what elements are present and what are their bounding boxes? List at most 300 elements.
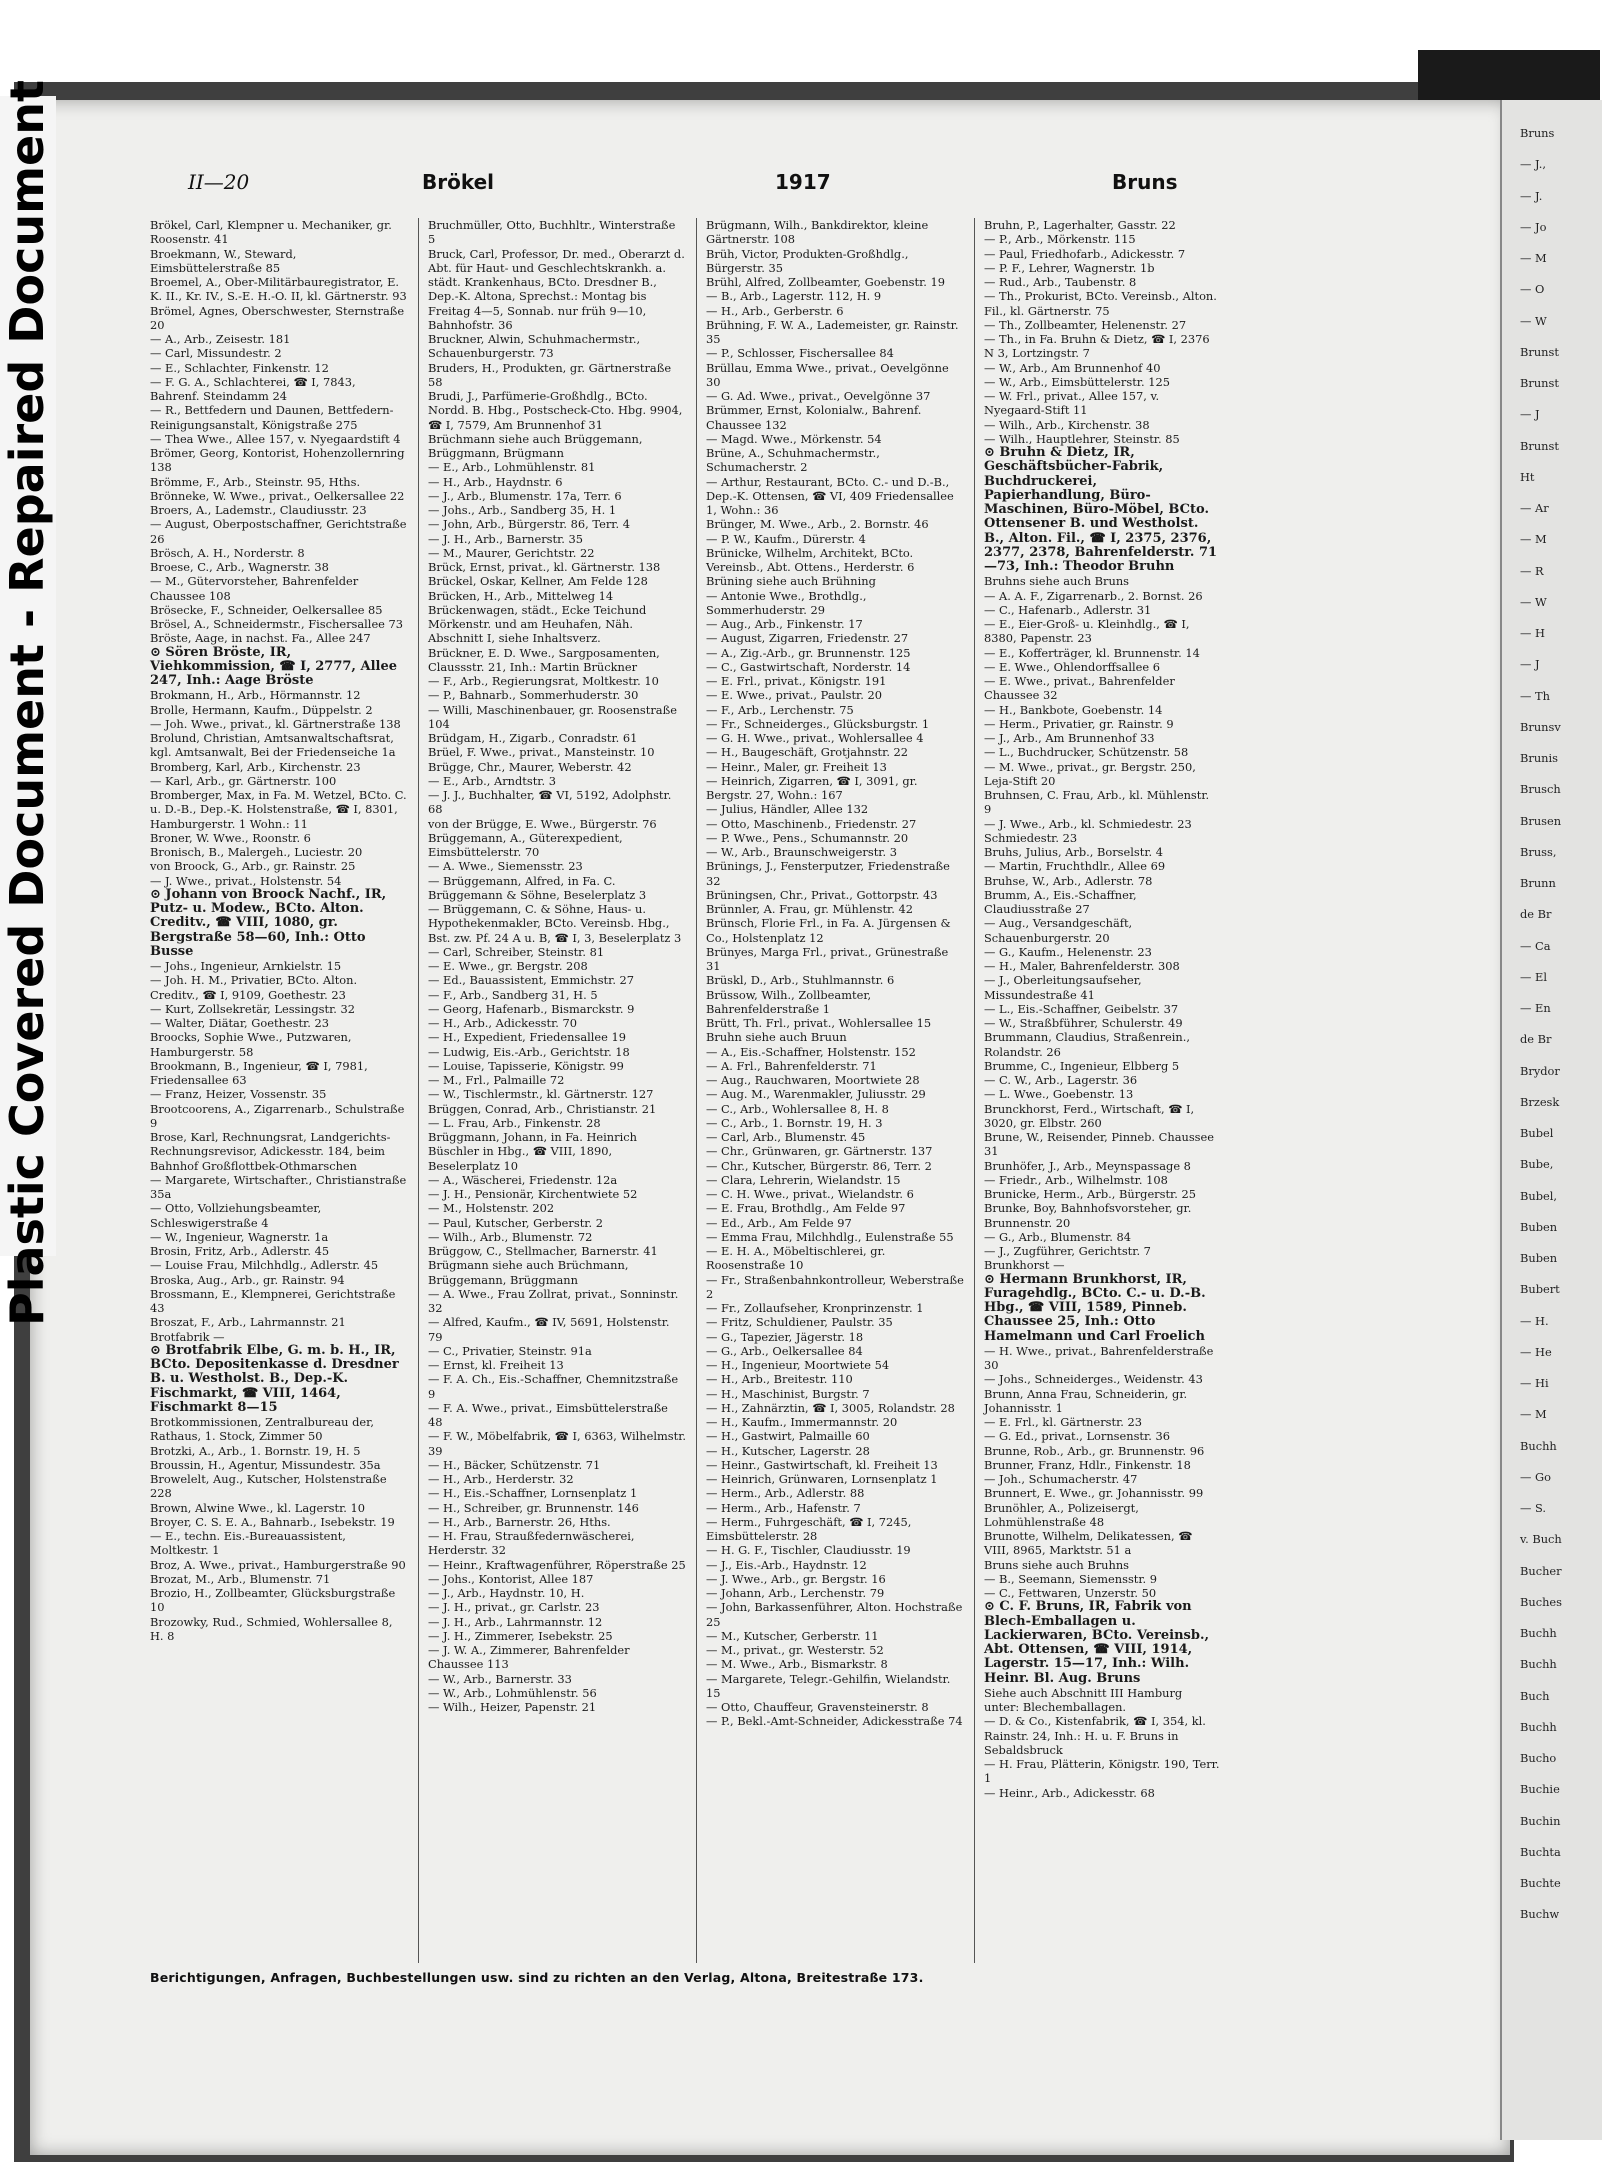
- directory-entry: Brühl, Alfred, Zollbeamter, Goebenstr. 19: [706, 275, 946, 289]
- directory-entry: Brünyes, Marga Frl., privat., Grünestraße 31: [706, 944, 952, 973]
- directory-entry: Brömel, Agnes, Oberschwester, Sternstraße 20: [150, 303, 408, 332]
- directory-entry: Brookmann, B., Ingenieur, ☎ I, 7981, Friedensallee 63: [150, 1058, 372, 1087]
- fragment-line: — J.,: [1520, 157, 1546, 172]
- fragment-line: Bruns: [1520, 126, 1555, 140]
- directory-entry: Schmiedestr. 23: [984, 830, 1078, 845]
- directory-entry: Brühning, F. W. A., Lademeister, gr. Rainstr. 35: [706, 317, 963, 346]
- directory-entry: — Fritz, Schuldiener, Paulstr. 35: [706, 1315, 893, 1330]
- directory-entry: — Aug., Arb., Finkenstr. 17: [706, 617, 863, 631]
- directory-entry: Brotzki, A., Arb., 1. Bornstr. 19, H. 5: [150, 1443, 361, 1458]
- directory-entry: — Joh., Schumacherstr. 47: [984, 1472, 1138, 1486]
- directory-entry: — Chr., Grünwaren, gr. Gärtnerstr. 137: [706, 1144, 933, 1159]
- fragment-line: Brunst: [1520, 344, 1559, 359]
- directory-entry: — P. W., Kaufm., Dürerstr. 4: [706, 531, 866, 546]
- directory-entry: — H. Frau, Plätterin, Königstr. 190, Terr. 1: [984, 1757, 1224, 1786]
- directory-entry: — A., Arb., Zeisestr. 181: [150, 332, 291, 346]
- directory-entry: — Th., Zollbeamter, Helenenstr. 27: [984, 317, 1187, 332]
- fragment-line: Buchh: [1520, 1657, 1557, 1672]
- directory-entry: Brücken, H., Arb., Mittelweg 14: [428, 588, 614, 603]
- fragment-line: Buchin: [1520, 1813, 1561, 1828]
- fragment-line: — El: [1520, 969, 1547, 984]
- directory-entry: ⊙ Hermann Brunkhorst, IR, Furagehdlg., BCto. C.- u. D.-B. Hbg., ☎ VIII, 1589, Pinneb. Chaussee 25, Inh.: Otto Hamelmann und Carl Froelich: [984, 1271, 1211, 1344]
- directory-entry: Broussin, H., Agentur, Missundestr. 35a: [150, 1457, 381, 1472]
- directory-entry: — Franz, Heizer, Vossenstr. 35: [150, 1087, 327, 1102]
- directory-entry: Brüllau, Emma Wwe., privat., Oevelgönne 30: [706, 360, 953, 389]
- directory-entry: — J. H., Pensionär, Kirchentwiete 52: [428, 1187, 638, 1201]
- directory-entry: Brown, Alwine Wwe., kl. Lagerstr. 10: [150, 1500, 365, 1515]
- directory-entry: Brozowky, Rud., Schmied, Wohlersallee 8, H. 8: [150, 1614, 397, 1643]
- directory-entry: ⊙ Sören Bröste, IR, Viehkommission, ☎ I, 2777, Allee 247, Inh.: Aage Bröste: [150, 644, 402, 688]
- directory-entry: — Th., in Fa. Bruhn & Dietz, ☎ I, 2376 N 3, Lortzingstr. 7: [984, 332, 1214, 361]
- directory-entry: Broocks, Sophie Wwe., Putzwaren, Hamburgerstr. 58: [150, 1030, 356, 1059]
- directory-entry: — Herm., Arb., Adlerstr. 88: [706, 1486, 865, 1501]
- directory-entry: Broyer, C. S. E. A., Bahnarb., Isebekstr. 19: [150, 1514, 395, 1529]
- directory-entry: Bromberg, Karl, Arb., Kirchenstr. 23: [150, 759, 361, 774]
- directory-entry: Brüggemann, A., Güterexpedient, Eimsbüttelerstr. 70: [428, 830, 627, 859]
- directory-entry: Brügge, Chr., Maurer, Weberstr. 42: [428, 759, 632, 774]
- fragment-line: Ht: [1520, 469, 1535, 484]
- directory-entry: — Walter, Diätar, Goethestr. 23: [150, 1016, 329, 1030]
- directory-entry: — H., Schreiber, gr. Brunnenstr. 146: [428, 1500, 639, 1515]
- directory-entry: Brunke, Boy, Bahnhofsvorsteher, gr. Brunnenstr. 20: [984, 1201, 1195, 1230]
- directory-entry: — Otto, Vollziehungsbeamter, Schleswigerstraße 4: [150, 1201, 325, 1230]
- adjoining-page: [1500, 100, 1602, 2140]
- fragment-line: Bube,: [1520, 1157, 1554, 1172]
- directory-entry: Brömme, F., Arb., Steinstr. 95, Hths.: [150, 474, 361, 489]
- directory-entry: — Heinrich, Grünwaren, Lornsenplatz 1: [706, 1472, 938, 1486]
- directory-entry: Brünicke, Wilhelm, Architekt, BCto. Vereinsb., Abt. Ottens., Herderstr. 6: [706, 545, 917, 574]
- directory-entry: — Arthur, Restaurant, BCto. C.- und D.-B., Dep.-K. Ottensen, ☎ VI, 409 Friedensallee 1, Wohn.: 36: [706, 474, 958, 517]
- spine-label-strip: [0, 80, 56, 1326]
- directory-entry: — F. A. Wwe., privat., Eimsbüttelerstraße 48: [428, 1400, 672, 1429]
- directory-entry: Bronisch, B., Malergeh., Luciestr. 20: [150, 845, 363, 859]
- directory-entry: — W., Ingenieur, Wagnerstr. 1a: [150, 1229, 329, 1244]
- directory-entry: ⊙ Brotfabrik Elbe, G. m. b. H., IR, BCto. Depositenkasse d. Dresdner B. u. Westholst. B., Dep.-K. Fischmarkt, ☎ VIII, 1464, Fischmarkt 8—15: [150, 1342, 404, 1415]
- directory-entry: Bruders, H., Produkten, gr. Gärtnerstraße 58: [428, 360, 675, 389]
- directory-entry: Bruhse, W., Arb., Adlerstr. 78: [984, 873, 1153, 888]
- directory-entry: — C., Arb., Wohlersallee 8, H. 8: [706, 1101, 889, 1116]
- directory-entry: — H., Expedient, Friedensallee 19: [428, 1030, 627, 1045]
- directory-entry: — Heinr., Kraftwagenführer, Röperstraße 25: [428, 1557, 686, 1572]
- directory-entry: — E., techn. Eis.-Bureauassistent, Moltkestr. 1: [150, 1529, 350, 1558]
- fragment-line: Buben: [1520, 1219, 1558, 1234]
- fragment-line: — M: [1520, 1407, 1547, 1422]
- directory-entry: — P., Bahnarb., Sommerhuderstr. 30: [428, 688, 639, 703]
- fragment-line: Brunst: [1520, 376, 1559, 390]
- directory-entry: — J., Arb., Haydnstr. 10, H.: [428, 1586, 585, 1600]
- directory-entry: — W., Arb., Am Brunnenhof 40: [984, 360, 1161, 375]
- directory-entry: Bruhn siehe auch Bruun: [706, 1030, 847, 1045]
- fragment-line: Bucho: [1520, 1751, 1557, 1765]
- directory-entry: Broska, Aug., Arb., gr. Rainstr. 94: [150, 1272, 345, 1287]
- directory-entry: Siehe auch Abschnitt III Hamburg unter: Blechemballagen.: [984, 1685, 1186, 1714]
- directory-entry: Brütt, Th. Frl., privat., Wohlersallee 15: [706, 1016, 932, 1030]
- directory-entry: Brüggmann, Johann, in Fa. Heinrich Büschler in Hbg., ☎ VIII, 1890, Beselerplatz 10: [428, 1130, 641, 1173]
- directory-entry: Brunn, Anna Frau, Schneiderin, gr. Johannisstr. 1: [984, 1386, 1191, 1415]
- fragment-line: — Th: [1520, 688, 1550, 703]
- directory-entry: — Louise Frau, Milchhdlg., Adlerstr. 45: [150, 1258, 379, 1273]
- directory-entry: — Fr., Schneiderges., Glücksburgstr. 1: [706, 716, 930, 731]
- directory-entry: — H., Arb., Gerberstr. 6: [706, 303, 844, 318]
- directory-entry: Brune, W., Reisender, Pinneb. Chaussee 31: [984, 1130, 1218, 1159]
- directory-entry: — Karl, Arb., gr. Gärtnerstr. 100: [150, 773, 337, 788]
- fragment-line: Brzesk: [1520, 1094, 1560, 1109]
- directory-entry: ⊙ C. F. Bruns, IR, Fabrik von Blech-Emballagen u. Lackierwaren, BCto. Vereinsb., Abt. Ottensen, ☎ VIII, 1914, Lagerstr. 15—17, Inh.: Wilh. Heinr. Bl. Aug. Bruns: [984, 1599, 1214, 1686]
- directory-entry: — A. Wwe., Frau Zollrat, privat., Sonninstr. 32: [428, 1286, 682, 1315]
- directory-entry: — E. Frau, Brothdlg., Am Felde 97: [706, 1201, 906, 1216]
- directory-entry: — Otto, Chauffeur, Gravensteinerstr. 8: [706, 1700, 929, 1714]
- fragment-line: v. Buch: [1520, 1532, 1562, 1547]
- fragment-line: Brunsv: [1520, 719, 1561, 734]
- fragment-line: — H.: [1520, 1313, 1549, 1328]
- directory-entry: — H., Maschinist, Burgstr. 7: [706, 1386, 870, 1401]
- directory-entry: — G., Tapezier, Jägerstr. 18: [706, 1329, 864, 1344]
- directory-entry: Brökel, Carl, Klempner u. Mechaniker, gr. Roosenstr. 41: [150, 218, 396, 247]
- fragment-line: Bubel: [1520, 1126, 1554, 1140]
- directory-entry: ⊙ Johann von Broock Nachf., IR, Putz- u. Modew., BCto. Alton. Creditv., ☎ VIII, 1080, gr. Bergstraße 58—60, Inh.: Otto Busse: [150, 886, 391, 959]
- directory-entry: Brönneke, W. Wwe., privat., Oelkersallee 22: [150, 488, 405, 503]
- directory-entry: — Wilh., Arb., Blumenstr. 72: [428, 1229, 593, 1244]
- directory-entry: — J., Arb., Am Brunnenhof 33: [984, 731, 1155, 745]
- directory-entry: — A., Eis.-Schaffner, Holstenstr. 152: [706, 1044, 916, 1059]
- directory-entry: — G. Ed., privat., Lornsenstr. 36: [984, 1429, 1170, 1444]
- directory-entry: — Chr., Kutscher, Bürgerstr. 86, Terr. 2: [706, 1158, 932, 1173]
- spine-label: Plastic Covered Document - Repaired Document: [0, 80, 54, 1326]
- directory-entry: Brünings, J., Fensterputzer, Friedenstraße 32: [706, 859, 954, 888]
- directory-entry: — Magd. Wwe., Mörkenstr. 54: [706, 431, 882, 446]
- directory-entry: — L., Buchdrucker, Schützenstr. 58: [984, 745, 1189, 760]
- directory-entry: — R., Bettfedern und Daunen, Bettfedern-Reinigungsanstalt, Königstraße 275: [150, 403, 394, 432]
- directory-entry: — Herm., Fuhrgeschäft, ☎ I, 7245, Eimsbüttelerstr. 28: [706, 1514, 916, 1543]
- directory-entry: — C., Gastwirtschaft, Norderstr. 14: [706, 659, 911, 674]
- column-3: [706, 218, 968, 1963]
- directory-entry: — Herm., Arb., Hafenstr. 7: [706, 1500, 861, 1515]
- directory-entry: — W. Frl., privat., Allee 157, v. Nyegaard-Stift 11: [984, 389, 1163, 418]
- fragment-line: de Br: [1520, 907, 1552, 922]
- directory-entry: — M. Wwe., Arb., Bismarkstr. 8: [706, 1657, 888, 1672]
- directory-entry: — Heinr., Maler, gr. Freiheit 13: [706, 759, 887, 774]
- directory-entry: — Carl, Arb., Blumenstr. 45: [706, 1130, 866, 1144]
- fragment-line: Buchie: [1520, 1782, 1560, 1797]
- directory-entry: Brokmann, H., Arb., Hörmannstr. 12: [150, 688, 361, 703]
- right-keyword: Bruns: [1112, 170, 1178, 194]
- fragment-line: — M: [1520, 251, 1547, 265]
- directory-entry: Brüchmann siehe auch Brüggemann, Brüggmann, Brügmann: [428, 431, 647, 460]
- fragment-line: Buchh: [1520, 1438, 1557, 1453]
- directory-entry: — Aug. M., Warenmakler, Juliusstr. 29: [706, 1087, 926, 1102]
- directory-entry: — J., Arb., Blumenstr. 17a, Terr. 6: [428, 488, 622, 503]
- page-content: [150, 170, 1224, 2070]
- directory-entry: von Broock, G., Arb., gr. Rainstr. 25: [150, 859, 356, 874]
- directory-entry: Brunhöfer, J., Arb., Meynspassage 8: [984, 1158, 1191, 1173]
- fragment-line: — R: [1520, 563, 1544, 578]
- directory-entry: — H., Kutscher, Lagerstr. 28: [706, 1443, 870, 1458]
- fragment-line: — Ar: [1520, 501, 1549, 515]
- directory-entry: — L. Frau, Arb., Finkenstr. 28: [428, 1115, 601, 1130]
- directory-entry: — H., Ingenieur, Moortwiete 54: [706, 1358, 890, 1372]
- directory-entry: Brunotte, Wilhelm, Delikatessen, ☎ VIII, 8965, Marktstr. 51 a: [984, 1529, 1197, 1558]
- directory-entry: Brüggow, C., Stellmacher, Barnerstr. 41: [428, 1244, 658, 1258]
- fragment-line: — J: [1520, 657, 1540, 672]
- directory-entry: Brüssow, Wilh., Zollbeamter, Bahrenfelderstraße 1: [706, 987, 875, 1016]
- directory-entry: — C. W., Arb., Lagerstr. 36: [984, 1073, 1138, 1087]
- directory-entry: — C., Fettwaren, Unzerstr. 50: [984, 1586, 1157, 1600]
- directory-entry: Brünger, M. Wwe., Arb., 2. Bornstr. 46: [706, 517, 929, 532]
- directory-entry: — M., privat., gr. Westerstr. 52: [706, 1643, 884, 1657]
- directory-entry: Brolund, Christian, Amtsanwaltschaftsrat, kgl. Amtsanwalt, Bei der Friedenseiche 1a: [150, 731, 398, 760]
- fragment-line: Bruss,: [1520, 844, 1557, 859]
- directory-entry: — G., Arb., Oelkersallee 84: [706, 1343, 863, 1358]
- directory-entry: ⊙ Bruhn & Dietz, IR, Geschäftsbücher-Fabrik, Buchdruckerei, Papierhandlung, Büro-Maschinen, Büro-Möbel, BCto. Ottensener B. und Westholst. B., Alton. Fil., ☎ I, 2375, 2376, 2377, 2378, Bahrenfelderstr. 71—73, Inh.: Theodor Bruhn: [984, 445, 1218, 574]
- directory-entry: — M., Kutscher, Gerberstr. 11: [706, 1628, 879, 1643]
- directory-entry: Brudi, J., Parfümerie-Großhdlg., BCto. Nordd. B. Hbg., Postscheck-Cto. Hbg. 9904, ☎ I, 7579, Am Brunnenhof 31: [428, 389, 686, 432]
- directory-entry: — Brüggemann, Alfred, in Fa. C. Brüggemann & Söhne, Beselerplatz 3: [428, 873, 647, 902]
- directory-entry: Broemel, A., Ober-Militärbauregistrator, E. K. II., Kr. IV., S.-E. H.-O. II, kl. Gärtnerstr. 93: [150, 275, 407, 304]
- directory-entry: — E. Wwe., Ohlendorffsallee 6: [984, 659, 1160, 674]
- directory-entry: Brunicke, Herm., Arb., Bürgerstr. 25: [984, 1187, 1196, 1201]
- directory-entry: — F. G. A., Schlachterei, ☎ I, 7843, Bahrenf. Steindamm 24: [150, 374, 360, 403]
- fragment-line: — Hi: [1520, 1376, 1549, 1390]
- directory-entry: Brossmann, E., Klempnerei, Gerichtstraße 43: [150, 1286, 400, 1315]
- directory-entry: — Ed., Arb., Am Felde 97: [706, 1215, 852, 1230]
- directory-entry: — Carl, Missundestr. 2: [150, 346, 282, 361]
- directory-entry: — J. H., Arb., Barnerstr. 35: [428, 531, 584, 546]
- directory-entry: — Antonie Wwe., Brothdlg., Sommerhuderstr. 29: [706, 588, 871, 617]
- directory-entry: von der Brügge, E. Wwe., Bürgerstr. 76: [428, 816, 657, 831]
- directory-entry: — Louise, Tapisserie, Königstr. 99: [428, 1058, 624, 1073]
- directory-entry: Brösecke, F., Schneider, Oelkersallee 85: [150, 602, 383, 617]
- column-divider: [418, 218, 419, 1963]
- fragment-line: — W: [1520, 594, 1547, 609]
- directory-entry: — Joh. H. M., Privatier, BCto. Alton. Creditv., ☎ I, 9109, Goethestr. 23: [150, 973, 361, 1002]
- directory-entry: — P. F., Lehrer, Wagnerstr. 1b: [984, 260, 1155, 275]
- directory-entry: Brunckhorst, Ferd., Wirtschaft, ☎ I, 3020, gr. Elbstr. 260: [984, 1101, 1198, 1130]
- directory-entry: Bruckner, Alwin, Schuhmachermstr., Schauenburgerstr. 73: [428, 332, 644, 361]
- fragment-line: — Jo: [1520, 219, 1547, 234]
- fragment-line: Brusch: [1520, 782, 1561, 797]
- directory-entry: — W., Arb., Braunschweigerstr. 3: [706, 845, 897, 859]
- directory-entry: Bruhnsen, C. Frau, Arb., kl. Mühlenstr. 9: [984, 788, 1213, 817]
- directory-entry: — H., Bankbote, Goebenstr. 14: [984, 702, 1163, 717]
- fragment-line: Bucher: [1520, 1563, 1562, 1578]
- directory-entry: — A. Wwe., Siemensstr. 23: [428, 859, 583, 874]
- fragment-line: — M: [1520, 532, 1547, 547]
- fragment-line: de Br: [1520, 1032, 1552, 1047]
- directory-entry: Broekmann, W., Steward, Eimsbüttelerstraße 85: [150, 246, 301, 275]
- fragment-line: — En: [1520, 1001, 1551, 1015]
- fragment-line: Brunn: [1520, 876, 1556, 890]
- directory-entry: — E., Arb., Arndtstr. 3: [428, 773, 556, 788]
- directory-entry: — Johann, Arb., Lerchenstr. 79: [706, 1586, 885, 1600]
- directory-entry: Brotkommissionen, Zentralbureau der, Rathaus, 1. Stock, Zimmer 50: [150, 1415, 378, 1444]
- directory-entry: — Clara, Lehrerin, Wielandstr. 15: [706, 1172, 901, 1187]
- directory-entry: — E., Schlachter, Finkenstr. 12: [150, 360, 329, 375]
- directory-entry: Brolle, Hermann, Kaufm., Düppelstr. 2: [150, 702, 373, 717]
- fragment-line: — J.: [1520, 188, 1543, 203]
- directory-entry: — Emma Frau, Milchhdlg., Eulenstraße 55: [706, 1229, 954, 1244]
- directory-entry: — Paul, Kutscher, Gerberstr. 2: [428, 1215, 603, 1230]
- directory-entry: — P. Wwe., Pens., Schumannstr. 20: [706, 830, 909, 845]
- directory-entry: — Fr., Zollaufseher, Kronprinzenstr. 1: [706, 1301, 924, 1315]
- directory-entry: — C., Arb., 1. Bornstr. 19, H. 3: [706, 1115, 883, 1130]
- column-2: [428, 218, 690, 1963]
- directory-entry: — F. A. Ch., Eis.-Schaffner, Chemnitzstraße 9: [428, 1372, 682, 1401]
- directory-entry: — C., Privatier, Steinstr. 91a: [428, 1343, 592, 1358]
- directory-entry: Broers, A., Lademstr., Claudiusstr. 23: [150, 503, 367, 517]
- directory-entry: — B., Seemann, Siemensstr. 9: [984, 1571, 1158, 1586]
- fragment-line: Brydor: [1520, 1063, 1560, 1078]
- directory-entry: Brunnert, E. Wwe., gr. Johannisstr. 99: [984, 1486, 1204, 1501]
- directory-entry: — Margarete, Telegr.-Gehilfin, Wielandstr. 15: [706, 1671, 954, 1700]
- directory-entry: — J., Oberleitungsaufseher, Missundestraße 41: [984, 973, 1146, 1002]
- directory-entry: — M., Maurer, Gerichtstr. 22: [428, 545, 595, 560]
- directory-entry: Brüne, A., Schuhmachermstr., Schumacherstr. 2: [706, 446, 884, 475]
- directory-entry: — Fr., Straßenbahnkontrolleur, Weberstraße 2: [706, 1272, 968, 1301]
- directory-entry: Brunöhler, A., Polizeisergt, Lohmühlenstraße 48: [984, 1500, 1143, 1529]
- directory-entry: — E. Wwe., privat., Paulstr. 20: [706, 688, 882, 703]
- directory-entry: — E., Kofferträger, kl. Brunnenstr. 14: [984, 645, 1200, 660]
- directory-entry: Broz, A. Wwe., privat., Hamburgerstraße 90: [150, 1557, 406, 1572]
- adjoining-page-text: [1520, 126, 1562, 1939]
- directory-entry: Brügmann, Wilh., Bankdirektor, kleine Gärtnerstr. 108: [706, 218, 932, 247]
- directory-entry: — C. H. Wwe., privat., Wielandstr. 6: [706, 1187, 914, 1201]
- directory-entry: — Heinrich, Zigarren, ☎ I, 3091, gr. Bergstr. 27, Wohn.: 167: [706, 773, 922, 802]
- directory-entry: — Johs., Kontorist, Allee 187: [428, 1571, 594, 1586]
- directory-entry: — J. Wwe., privat., Holstenstr. 54: [150, 873, 342, 888]
- directory-entry: Brose, Karl, Rechnungsrat, Landgerichts-Rechnungsrevisor, Adickesstr. 184, beim Bahnhof Großflottbek-Othmarschen: [150, 1130, 391, 1173]
- directory-entry: — Margarete, Wirtschafter., Christianstraße 35a: [150, 1172, 410, 1201]
- directory-entry: — Thea Wwe., Allee 157, v. Nyegaardstift 4: [150, 431, 401, 446]
- directory-entry: — W., Straßbführer, Schulerstr. 49: [984, 1016, 1183, 1030]
- directory-entry: — Julius, Händler, Allee 132: [706, 802, 869, 817]
- directory-entry: — H., Arb., Breitestr. 110: [706, 1372, 853, 1387]
- column-4: [984, 218, 1224, 1963]
- fragment-line: Brusen: [1520, 813, 1562, 828]
- directory-entry: Brügmann siehe auch Brüchmann, Brüggemann, Brüggmann: [428, 1258, 633, 1287]
- page-number: II—20: [188, 170, 250, 194]
- column-1: [150, 218, 411, 1963]
- directory-entry: — H., Arb., Haydnstr. 6: [428, 474, 563, 489]
- directory-entry: — Wilh., Heizer, Papenstr. 21: [428, 1700, 597, 1714]
- directory-entry: Bruck, Carl, Professor, Dr. med., Oberarzt d. Abt. für Haut- und Geschlechtskrankh. a. städt. Krankenhaus, BCto. Dresdner B., Dep.-K. Altona, Sprechst.: Montag bis Freitag 4—5, Sonnab. nur früh 9—10, Bahnhofstr. 36: [428, 246, 689, 332]
- directory-entry: Brumm, A., Eis.-Schaffner, Claudiusstraße 27: [984, 887, 1141, 916]
- directory-entry: — L., Eis.-Schaffner, Geibelstr. 37: [984, 1001, 1179, 1016]
- directory-entry: — John, Barkassenführer, Alton. Hochstraße 25: [706, 1600, 966, 1629]
- directory-entry: — John, Arb., Bürgerstr. 86, Terr. 4: [428, 517, 630, 532]
- directory-entry: Brüning siehe auch Brühning: [706, 574, 876, 589]
- directory-entry: — G. Ad. Wwe., privat., Oevelgönne 37: [706, 389, 931, 403]
- fragment-line: Brunst: [1520, 438, 1559, 453]
- directory-entry: — H., Eis.-Schaffner, Lornsenplatz 1: [428, 1486, 638, 1501]
- fragment-line: — He: [1520, 1344, 1552, 1359]
- directory-entry: — A., Zig.-Arb., gr. Brunnenstr. 125: [706, 645, 911, 660]
- directory-entry: — F., Arb., Lerchenstr. 75: [706, 702, 854, 717]
- directory-entry: Brozio, H., Zollbeamter, Glücksburgstraße 10: [150, 1586, 399, 1615]
- directory-entry: Bruhs, Julius, Arb., Borselstr. 4: [984, 845, 1164, 859]
- fragment-line: Buben: [1520, 1251, 1558, 1265]
- directory-entry: — J., Eis.-Arb., Haydnstr. 12: [706, 1557, 867, 1572]
- directory-entry: Bruhn, P., Lagerhalter, Gasstr. 22: [984, 218, 1176, 232]
- directory-entry: — H., Arb., Barnerstr. 26, Hths.: [428, 1514, 611, 1529]
- directory-entry: Brüdgam, H., Zigarb., Conradstr. 61: [428, 731, 638, 745]
- fragment-line: Buchte: [1520, 1876, 1561, 1890]
- directory-entry: — Wilh., Arb., Kirchenstr. 38: [984, 417, 1150, 432]
- directory-entry: Brüggen, Conrad, Arb., Christianstr. 21: [428, 1101, 657, 1116]
- directory-entry: Brosin, Fritz, Arb., Adlerstr. 45: [150, 1244, 330, 1258]
- directory-entry: — E., Eier-Groß- u. Kleinhdlg., ☎ I, 8380, Papenstr. 23: [984, 617, 1194, 646]
- fragment-line: Buchw: [1520, 1907, 1560, 1922]
- directory-entry: — J. H., privat., gr. Carlstr. 23: [428, 1600, 600, 1615]
- directory-entry: — G., Kaufm., Helenenstr. 23: [984, 944, 1152, 959]
- directory-entry: Broszat, F., Arb., Lahrmannstr. 21: [150, 1315, 346, 1330]
- directory-entry: — C., Hafenarb., Adlerstr. 31: [984, 602, 1152, 617]
- directory-page: [30, 100, 1510, 2155]
- directory-entry: — W., Arb., Barnerstr. 33: [428, 1671, 572, 1686]
- directory-entry: Bromberger, Max, in Fa. M. Wetzel, BCto. C. u. D.-B., Dep.-K. Holstenstraße, ☎ I, 8301, Hamburgerstr. 1 Wohn.: 11: [150, 788, 411, 831]
- directory-entry: Brüh, Victor, Produkten-Großhdlg., Bürgerstr. 35: [706, 246, 913, 275]
- directory-entry: Brückner, E. D. Wwe., Sargposamenten, Claussstr. 21, Inh.: Martin Brückner: [428, 645, 664, 674]
- directory-entry: — H., Arb., Adickesstr. 70: [428, 1016, 578, 1030]
- directory-entry: Brüningsen, Chr., Privat., Gottorpstr. 43: [706, 887, 938, 902]
- directory-entry: — Joh. Wwe., privat., kl. Gärtnerstraße 138: [150, 716, 401, 731]
- directory-entry: Brumme, C., Ingenieur, Elbberg 5: [984, 1058, 1180, 1073]
- directory-entry: — E., Arb., Lohmühlenstr. 81: [428, 460, 596, 475]
- directory-entry: — E. Wwe., privat., Bahrenfelder Chaussee 32: [984, 674, 1179, 703]
- directory-entry: — B., Arb., Lagerstr. 112, H. 9: [706, 289, 882, 304]
- fragment-line: — J: [1520, 407, 1540, 422]
- directory-entry: — E. Frl., privat., Königstr. 191: [706, 674, 887, 688]
- directory-entry: — W., Tischlermstr., kl. Gärtnerstr. 127: [428, 1087, 654, 1102]
- directory-entry: Brückel, Oskar, Kellner, Am Felde 128: [428, 574, 648, 589]
- directory-entry: — L. Wwe., Goebenstr. 13: [984, 1087, 1134, 1102]
- fragment-line: Bubel,: [1520, 1188, 1558, 1203]
- directory-entry: — H., Bäcker, Schützenstr. 71: [428, 1457, 601, 1472]
- fragment-line: Buch: [1520, 1688, 1550, 1703]
- running-head: [150, 170, 1220, 198]
- directory-entry: — Willi, Maschinenbauer, gr. Roosenstraße 104: [428, 702, 681, 731]
- directory-entry: — H. Frau, Straußfedernwäscherei, Herderstr. 32: [428, 1529, 639, 1558]
- directory-entry: — G. H. Wwe., privat., Wohlersallee 4: [706, 731, 924, 745]
- directory-entry: Brünsch, Florie Frl., in Fa. A. Jürgensen & Co., Holstenplatz 12: [706, 916, 955, 945]
- directory-columns: [150, 218, 1224, 1963]
- directory-entry: Brösel, A., Schneidermstr., Fischersallee 73: [150, 617, 404, 631]
- directory-entry: — H., Kaufm., Immermannstr. 20: [706, 1415, 898, 1429]
- directory-entry: Broese, C., Arb., Wagnerstr. 38: [150, 560, 329, 574]
- fragment-line: Buches: [1520, 1594, 1563, 1609]
- directory-entry: Brunner, Franz, Hdlr., Finkenstr. 18: [984, 1457, 1191, 1472]
- fragment-line: — W: [1520, 313, 1547, 328]
- fragment-line: — H: [1520, 626, 1545, 640]
- directory-entry: Brüskl, D., Arb., Stuhlmannstr. 6: [706, 973, 895, 988]
- directory-entry: — P., Bekl.-Amt-Schneider, Adickesstraße 74: [706, 1714, 963, 1729]
- directory-entry: Brösch, A. H., Norderstr. 8: [150, 545, 305, 560]
- column-divider: [974, 218, 975, 1963]
- directory-entry: — Friedr., Arb., Wilhelmstr. 108: [984, 1172, 1168, 1187]
- directory-entry: — A., Wäscherei, Friedenstr. 12a: [428, 1172, 618, 1187]
- directory-entry: — J. H., Zimmerer, Isebekstr. 25: [428, 1628, 613, 1643]
- directory-entry: — Herm., Privatier, gr. Rainstr. 9: [984, 716, 1174, 731]
- directory-entry: — D. & Co., Kistenfabrik, ☎ I, 354, kl. Rainstr. 24, Inh.: H. u. F. Bruns in Sebaldsbruck: [984, 1714, 1210, 1757]
- directory-entry: — Rud., Arb., Taubenstr. 8: [984, 275, 1137, 289]
- fragment-line: Buchta: [1520, 1844, 1561, 1859]
- directory-entry: — Paul, Friedhofarb., Adickesstr. 7: [984, 246, 1186, 261]
- directory-entry: — A. A. F., Zigarrenarb., 2. Bornst. 26: [984, 588, 1203, 603]
- column-divider: [696, 218, 697, 1963]
- directory-entry: — H., Maler, Bahrenfelderstr. 308: [984, 959, 1180, 973]
- directory-entry: — Otto, Maschinenb., Friedenstr. 27: [706, 816, 917, 831]
- directory-entry: Brömer, Georg, Kontorist, Hohenzollernring 138: [150, 446, 409, 475]
- directory-entry: — H., Arb., Herderstr. 32: [428, 1472, 574, 1486]
